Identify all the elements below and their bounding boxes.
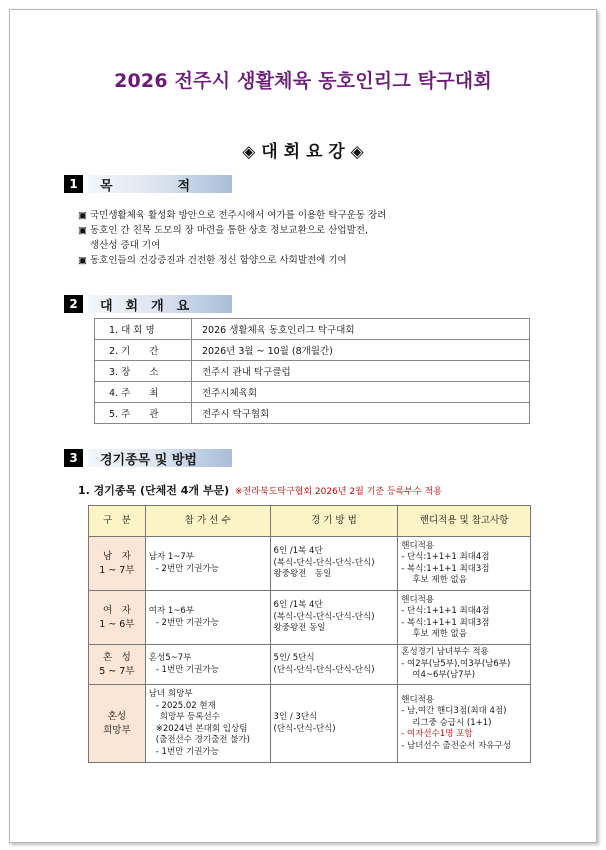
category-cell bbox=[89, 537, 146, 591]
list-item-text: 동호인들의 건강증진과 건전한 정신 함양으로 사회발전에 기여 bbox=[90, 255, 347, 266]
section-heading-purpose bbox=[64, 175, 232, 193]
players-cell bbox=[145, 537, 270, 591]
players-cell bbox=[145, 591, 270, 645]
category-line: 여 자 bbox=[102, 604, 131, 616]
events-subheading bbox=[78, 482, 442, 498]
section-number: 1 bbox=[64, 175, 83, 193]
column-header: 참 가 선 수 bbox=[145, 506, 270, 537]
table-row bbox=[95, 319, 530, 340]
players-line: - 2번만 기권가능 bbox=[155, 563, 219, 574]
list-item-text: 생산성 증대 기여 bbox=[90, 240, 161, 251]
category-cell bbox=[89, 591, 146, 645]
list-item-text: 동호인 간 친목 도모의 장 마련을 통한 상호 정보교환으로 산업발전, bbox=[90, 225, 368, 236]
players-line: ※2024년 본대회 입상팀 bbox=[155, 723, 248, 734]
overview-key: 4. 주 최 bbox=[95, 382, 192, 403]
method-cell bbox=[270, 591, 398, 645]
overview-key: 5. 주 관 bbox=[95, 403, 192, 424]
purpose-list bbox=[78, 208, 386, 268]
notes-line: - 여2부(남5부),여3부(남6부) bbox=[401, 658, 511, 669]
players-line: 남자 1~7부 bbox=[148, 552, 195, 562]
method-cell bbox=[270, 645, 398, 685]
players-line: - 2025.02 현재 bbox=[155, 700, 216, 711]
category-line: 남 자 bbox=[102, 550, 131, 562]
overview-value: 전주시 관내 탁구클럽 bbox=[192, 361, 530, 382]
notes-cell bbox=[398, 685, 531, 763]
notes-line: - 복식:1+1+1 최대3점 bbox=[401, 617, 490, 628]
method-line: (단식-단식-단식-단식-단식) bbox=[273, 664, 375, 675]
players-cell bbox=[145, 685, 270, 763]
list-item bbox=[78, 223, 386, 238]
method-line: (단식-단식-단식) bbox=[273, 723, 336, 734]
notes-line: - 단식:1+1+1 최대4점 bbox=[401, 606, 490, 616]
players-line: 여자 1~6부 bbox=[148, 606, 195, 616]
section-label: 대 회 개 요 bbox=[88, 295, 232, 313]
category-cell bbox=[89, 645, 146, 685]
events-table bbox=[88, 505, 531, 763]
notes-line: - 남녀선수 출전순서 자유구성 bbox=[401, 740, 511, 751]
table-row bbox=[89, 537, 531, 591]
players-line: 혼성5~7부 bbox=[148, 653, 192, 663]
list-item-text: 국민생활체육 활성화 방안으로 전주시에서 여가를 이용한 탁구운동 장려 bbox=[90, 210, 387, 221]
overview-value: 전주시 탁구협회 bbox=[192, 403, 530, 424]
overview-value: 2026년 3월 ~ 10월 (8개월간) bbox=[192, 340, 530, 361]
page-title: 2026 전주시 생활체육 동호인리그 탁구대회 bbox=[114, 70, 492, 92]
method-line: 6인 /1복 4단 bbox=[273, 546, 323, 557]
overview-key: 1. 대 회 명 bbox=[95, 319, 192, 340]
square-bullet-icon: ▣ bbox=[78, 255, 87, 266]
table-row bbox=[95, 382, 530, 403]
method-line: 5인/ 5단식 bbox=[273, 653, 315, 663]
category-line: 5 ~ 7부 bbox=[99, 665, 135, 677]
method-cell bbox=[270, 537, 398, 591]
table-row bbox=[95, 403, 530, 424]
notes-cell bbox=[398, 537, 531, 591]
column-header: 경 기 방 법 bbox=[270, 506, 398, 537]
column-header: 핸디적용 및 참고사항 bbox=[398, 506, 531, 537]
column-header: 구 분 bbox=[89, 506, 146, 537]
notes-cell bbox=[398, 591, 531, 645]
players-cell bbox=[145, 645, 270, 685]
table-row bbox=[89, 685, 531, 763]
overview-key: 2. 기 간 bbox=[95, 340, 192, 361]
notes-line: 리그중 승급시 (1+1) bbox=[412, 717, 492, 728]
notes-line: 핸디적용 bbox=[401, 694, 435, 705]
notes-line: 후보 제한 없음 bbox=[412, 575, 467, 585]
category-line: 혼 성 bbox=[102, 651, 131, 663]
list-item bbox=[78, 253, 386, 268]
table-row bbox=[89, 591, 531, 645]
method-line: 3인 / 3단식 bbox=[273, 712, 318, 722]
section-number: 3 bbox=[64, 449, 83, 467]
events-subheading-label: 1. 경기종목 (단체전 4개 부문) bbox=[78, 484, 230, 497]
notes-line: - 단식:1+1+1 최대4점 bbox=[401, 552, 490, 562]
table-header-row bbox=[89, 506, 531, 537]
notes-line: - 복식:1+1+1 최대3점 bbox=[401, 563, 490, 574]
method-line: 왕중왕전 동일 bbox=[273, 623, 326, 634]
method-line: (복식-단식-단식-단식-단식) bbox=[273, 611, 375, 622]
players-line: - 1번만 기권가능 bbox=[155, 746, 219, 757]
players-line: 남녀 희망부 bbox=[148, 689, 193, 699]
notes-line: - 남,여간 핸디3점(최대 4점) bbox=[401, 706, 507, 717]
category-cell bbox=[89, 685, 146, 763]
overview-key: 3. 장 소 bbox=[95, 361, 192, 382]
method-line: 6인 /1복 4단 bbox=[273, 600, 323, 611]
notes-line: 여4~6부(남7부) bbox=[412, 670, 476, 681]
notes-line: 후보 제한 없음 bbox=[412, 629, 467, 639]
category-line: 희망부 bbox=[103, 724, 131, 736]
table-row bbox=[95, 340, 530, 361]
list-item bbox=[78, 208, 386, 223]
method-cell bbox=[270, 685, 398, 763]
section-heading-events bbox=[64, 449, 232, 467]
square-bullet-icon: ▣ bbox=[78, 210, 87, 221]
notes-line-highlight: - 여자선수1명 포함 bbox=[401, 729, 473, 740]
table-row bbox=[89, 645, 531, 685]
notes-line: 핸디적용 bbox=[401, 594, 435, 605]
notes-cell bbox=[398, 645, 531, 685]
overview-value: 2026 생활체육 동호인리그 탁구대회 bbox=[192, 319, 530, 340]
page-subtitle: ◈ 대 회 요 강 ◈ bbox=[242, 142, 364, 162]
players-line: - 2번만 기권가능 bbox=[155, 617, 219, 628]
section-label: 목 적 bbox=[88, 175, 232, 193]
section-number: 2 bbox=[64, 295, 83, 313]
events-note: ※전라북도탁구협회 2026년 2월 기준 등록부수 적용 bbox=[234, 487, 442, 497]
notes-line: 핸디적용 bbox=[401, 540, 435, 551]
players-line: - 1번만 기권가능 bbox=[155, 664, 219, 675]
notes-line: 혼성경기 남녀부수 적용 bbox=[401, 647, 489, 658]
category-line: 1 ~ 7부 bbox=[99, 564, 135, 576]
list-item-continuation bbox=[78, 238, 386, 253]
overview-table bbox=[94, 318, 530, 424]
category-line: 혼성 bbox=[107, 710, 127, 722]
method-line: (복식-단식-단식-단식-단식) bbox=[273, 557, 375, 568]
table-row bbox=[95, 361, 530, 382]
players-line: (출전선수 경기출전 불가) bbox=[155, 735, 250, 745]
section-label: 경기종목 및 방법 bbox=[88, 449, 232, 467]
overview-value: 전주시체육회 bbox=[192, 382, 530, 403]
square-bullet-icon: ▣ bbox=[78, 225, 87, 236]
section-heading-overview bbox=[64, 295, 232, 313]
category-line: 1 ~ 6부 bbox=[99, 618, 135, 630]
players-line: 희망부 등록선수 bbox=[159, 712, 220, 722]
method-line: 왕중왕전 동일 bbox=[273, 569, 332, 580]
